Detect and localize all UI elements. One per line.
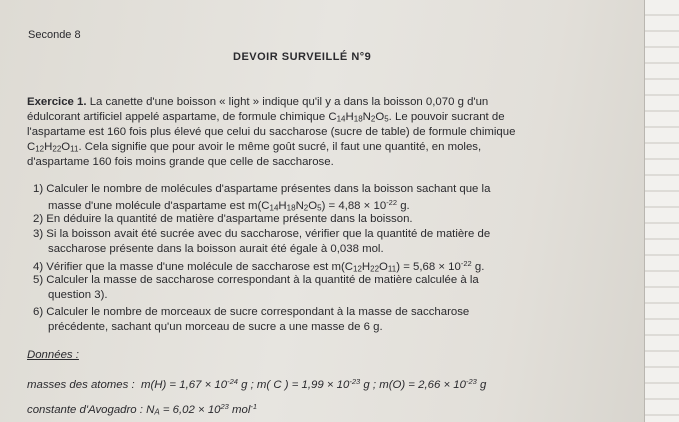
question-1-line-2: masse d'une molécule d'aspartame est $m(C14H18N2O5) = 4,88 \times 10^{-22}$ g. xyxy=(48,198,410,213)
question-6-line-2: précédente, sachant qu'un morceau de sucre a une masse de 6 g. xyxy=(48,321,383,333)
atom-masses: masses des atomes : $m(H) = 1,67 \times 10^{-24}$ g ; m( C ) = $1,99 \times 10^{-23}$ g ; $m(O) = 2,66 \times 10^{-23}$ g xyxy=(27,377,487,391)
intro-line-3: l'aspartame est 160 fois plus élevé que celui du saccharose (sucre de table) de formule chimique xyxy=(27,126,516,138)
question-5-line-1: 5) Calculer la masse de saccharose correspondant à la quantité de matière calculée à la xyxy=(33,274,479,286)
question-3-line-2: saccharose présente dans la boisson aurait été égale à 0,038 mol. xyxy=(48,243,384,255)
avogadro-constant: constante d'Avogadro : NA = $6,02 \times 10^{23}$ mol$^{-1}$ xyxy=(27,402,258,417)
intro-line-1: Exercice 1. La canette d'une boisson « light » indique qu'il y a dans la boisson 0,070 g d'un xyxy=(27,96,489,108)
question-2: 2) En déduire la quantité de matière d'aspartame présente dans la boisson. xyxy=(33,213,413,225)
question-4: 4) Vérifier que la masse d'une molécule de saccharose est $m(C12H22O11) = 5,68 \times 10^{-22}$ g. xyxy=(33,259,485,274)
class-label: Seconde 8 xyxy=(28,29,81,41)
intro-line-4: C12H22O11. Cela signifie que pour avoir le même goût sucré, il faut une quantité, en moles, xyxy=(27,141,482,154)
binder-margin xyxy=(644,0,679,422)
question-5-line-2: question 3). xyxy=(48,289,108,301)
data-heading: Données : xyxy=(27,349,79,361)
page-title: DEVOIR SURVEILLÉ N°9 xyxy=(233,51,372,63)
intro-line-5: d'aspartame 160 fois moins grande que celle de saccharose. xyxy=(27,156,334,168)
intro-line-2: édulcorant artificiel appelé aspartame, de formule chimique C14H18N2O5. Le pouvoir sucrant de xyxy=(27,111,505,124)
question-3-line-1: 3) Si la boisson avait été sucrée avec du saccharose, vérifier que la quantité de matière de xyxy=(33,228,491,240)
question-6-line-1: 6) Calculer le nombre de morceaux de sucre correspondant à la masse de saccharose xyxy=(33,306,470,318)
question-1-line-1: 1) Calculer le nombre de molécules d'aspartame présentes dans la boisson sachant que la xyxy=(33,183,491,195)
